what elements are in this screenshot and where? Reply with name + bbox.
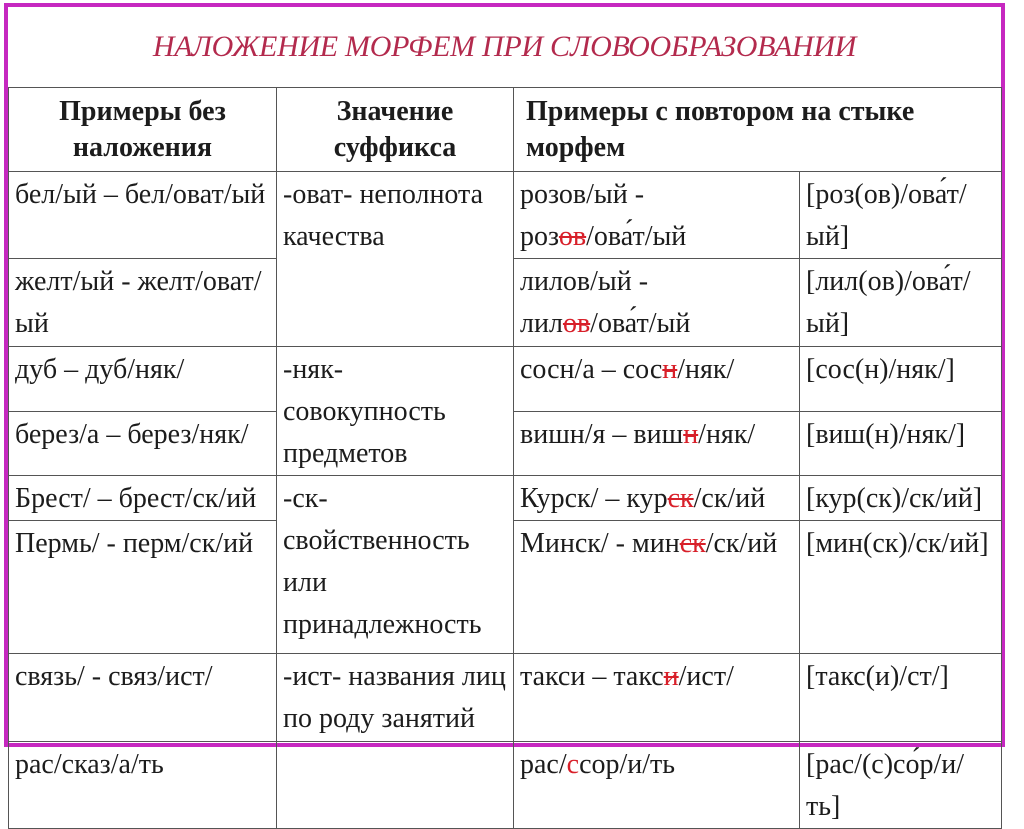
transcription: [сос(н)/няк/] — [800, 347, 1002, 412]
plain-example: дуб – дуб/няк/ — [9, 347, 277, 412]
plain-example: берез/а – берез/няк/ — [9, 411, 277, 476]
plain-example: рас/сказ/а/ть — [9, 742, 277, 829]
overlap-marked: н — [683, 418, 699, 450]
overlap-example — [514, 476, 800, 521]
plain-example: Пермь/ - перм/ск/ий — [9, 521, 277, 654]
overlap-marked: с — [566, 749, 580, 780]
overlap-pre: такси – такс — [520, 661, 664, 692]
slide-title: НАЛОЖЕНИЕ МОРФЕМ ПРИ СЛОВООБРАЗОВАНИИ — [152, 30, 857, 63]
overlap-post: /ск/ий — [705, 528, 778, 559]
suffix-meaning: -оват- неполнота качества — [277, 172, 514, 347]
overlap-example — [514, 654, 800, 742]
overlap-post: /ист/ — [678, 661, 734, 692]
transcription: [виш(н)/няк/] — [800, 411, 1002, 476]
overlap-post: /ова́т/ый — [590, 308, 691, 339]
overlap-line1: розов/ый - — [520, 179, 645, 210]
transcription: [рас/(с)со́р/и/ть] — [800, 742, 1002, 829]
slide-frame — [4, 3, 1005, 822]
overlap-example — [514, 411, 800, 476]
table-row — [9, 172, 1002, 259]
overlap-line1: лилов/ый - — [520, 266, 649, 297]
overlap-post: /няк/ — [698, 418, 756, 450]
overlap-marked: ск — [667, 483, 694, 514]
overlap-marked: ов — [558, 221, 587, 252]
table-row — [9, 654, 1002, 742]
morpheme-table — [8, 87, 1002, 829]
overlap-pre: Курск/ – кур — [520, 483, 668, 514]
table-row — [9, 347, 1002, 412]
transcription: [такс(и)/ст/] — [800, 654, 1002, 742]
suffix-meaning: -ск- свойственность или принадлежность — [277, 476, 514, 654]
transcription: [лил(ов)/ова́т/ый] — [800, 259, 1002, 347]
overlap-post: /ск/ий — [693, 483, 766, 514]
overlap-line2 — [520, 216, 793, 258]
suffix-meaning: -няк- совокупность предметов — [277, 347, 514, 476]
overlap-post: /ова́т/ый — [586, 221, 687, 252]
transcription: [мин(ск)/ск/ий] — [800, 521, 1002, 654]
overlap-marked: и — [663, 661, 679, 692]
overlap-post: сор/и/ть — [579, 749, 676, 780]
table-row — [9, 476, 1002, 521]
overlap-marked: ов — [562, 308, 591, 339]
header-examples-with-repeat: Примеры с повтором на стыке морфем — [514, 88, 1002, 172]
header-row — [9, 88, 1002, 172]
overlap-example — [514, 172, 800, 259]
overlap-pre: вишн/я – виш — [520, 418, 684, 450]
plain-example: бел/ый – бел/оват/ый — [9, 172, 277, 259]
overlap-marked: н — [662, 354, 678, 385]
plain-example: Брест/ – брест/ск/ий — [9, 476, 277, 521]
plain-example: желт/ый - желт/оват/ый — [9, 259, 277, 347]
suffix-meaning: -ист- названия лиц по роду занятий — [277, 654, 514, 742]
overlap-pre: Минск/ - мин — [520, 528, 680, 559]
suffix-meaning — [277, 742, 514, 829]
header-suffix-meaning: Значение суффикса — [277, 88, 514, 172]
overlap-pre: роз — [520, 221, 559, 252]
overlap-line2 — [520, 303, 793, 345]
overlap-pre: лил — [520, 308, 563, 339]
table-row — [9, 742, 1002, 829]
overlap-example — [514, 347, 800, 412]
plain-example: связь/ - связ/ист/ — [9, 654, 277, 742]
overlap-marked: ск — [679, 528, 706, 559]
header-examples-without: Примеры без наложения — [9, 88, 277, 172]
overlap-example — [514, 521, 800, 654]
overlap-example — [514, 742, 800, 829]
transcription: [кур(ск)/ск/ий] — [800, 476, 1002, 521]
overlap-example — [514, 259, 800, 347]
overlap-pre: рас/ — [520, 749, 567, 780]
overlap-pre: сосн/а – сос — [520, 354, 663, 385]
overlap-post: /няк/ — [677, 354, 735, 385]
transcription: [роз(ов)/ова́т/ый] — [800, 172, 1002, 259]
